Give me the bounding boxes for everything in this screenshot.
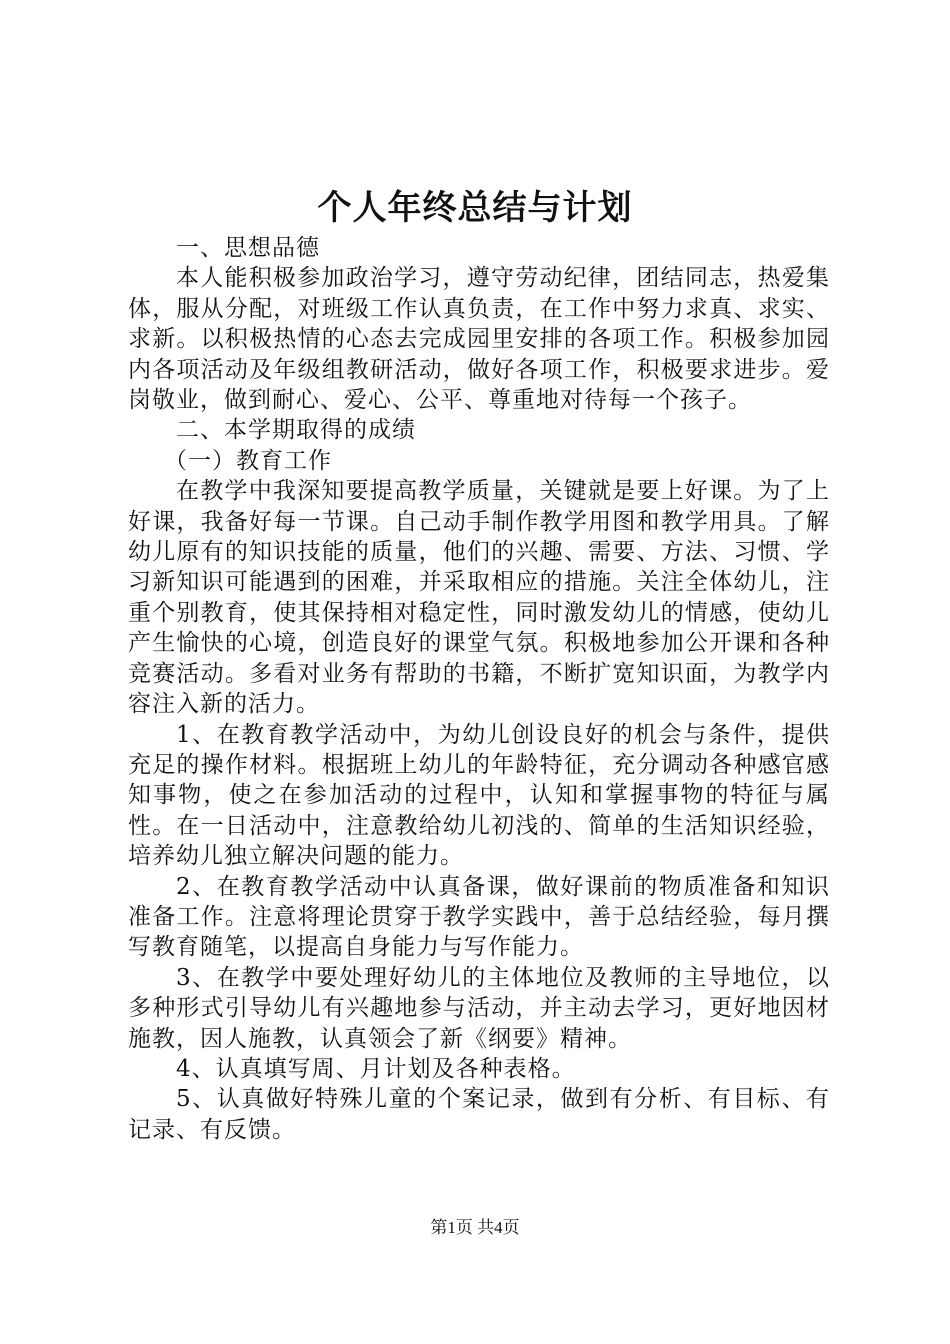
page-footer: 第1页 共4页	[430, 1218, 520, 1237]
subsection-heading: （一）教育工作	[164, 447, 332, 474]
list-item-paragraph: 5、认真做好特殊儿童的个案记录，做到有分析、有目标、有记录、有反馈。	[128, 1086, 830, 1143]
document-title: 个人年终总结与计划	[317, 188, 633, 228]
section-heading: 一、思想品德	[176, 235, 320, 261]
list-item-paragraph: 2、在教育教学活动中认真备课，做好课前的物质准备和知识准备工作。注意将理论贯穿于教学实践中，善于总结经验，每月撰写教育随笔，以提高自身能力与写作能力。	[128, 873, 830, 961]
document-body	[128, 233, 830, 1145]
list-item-paragraph: 4、认真填写周、月计划及各种表格。	[176, 1055, 576, 1082]
list-item-paragraph: 1、在教育教学活动中，为幼儿创设良好的机会与条件，提供充足的操作材料。根据班上幼儿的年龄特征，充分调动各种感官感知事物，使之在参加活动的过程中，认知和掌握事物的特征与属性。在一日活动中，注意教给幼儿初浅的、简单的生活知识经验，培养幼儿独立解决问题的能力。	[128, 721, 830, 870]
section-heading: 二、本学期取得的成绩	[176, 417, 416, 444]
list-item-paragraph: 3、在教学中要处理好幼儿的主体地位及教师的主导地位，以多种形式引导幼儿有兴趣地参与活动，并主动去学习，更好地因材施教，因人施教，认真领会了新《纲要》精神。	[128, 964, 830, 1052]
paragraph: 在教学中我深知要提高教学质量，关键就是要上好课。为了上好课，我备好每一节课。自己动手制作教学用图和教学用具。了解幼儿原有的知识技能的质量，他们的兴趣、需要、方法、习惯、学习新知识可能遇到的困难，并采取相应的措施。关注全体幼儿，注重个别教育，使其保持相对稳定性，同时激发幼儿的情感，使幼儿产生愉快的心境，创造良好的课堂气氛。积极地参加公开课和各种竞赛活动。多看对业务有帮助的书籍，不断扩宽知识面，为教学内容注入新的活力。	[128, 478, 830, 718]
paragraph: 本人能积极参加政治学习，遵守劳动纪律，团结同志，热爱集体，服从分配，对班级工作认真负责，在工作中努力求真、求实、求新。以积极热情的心态去完成园里安排的各项工作。积极参加园内各项活动及年级组教研活动，做好各项工作，积极要求进步。爱岗敬业，做到耐心、爱心、公平、尊重地对待每一个孩子。	[128, 265, 830, 414]
